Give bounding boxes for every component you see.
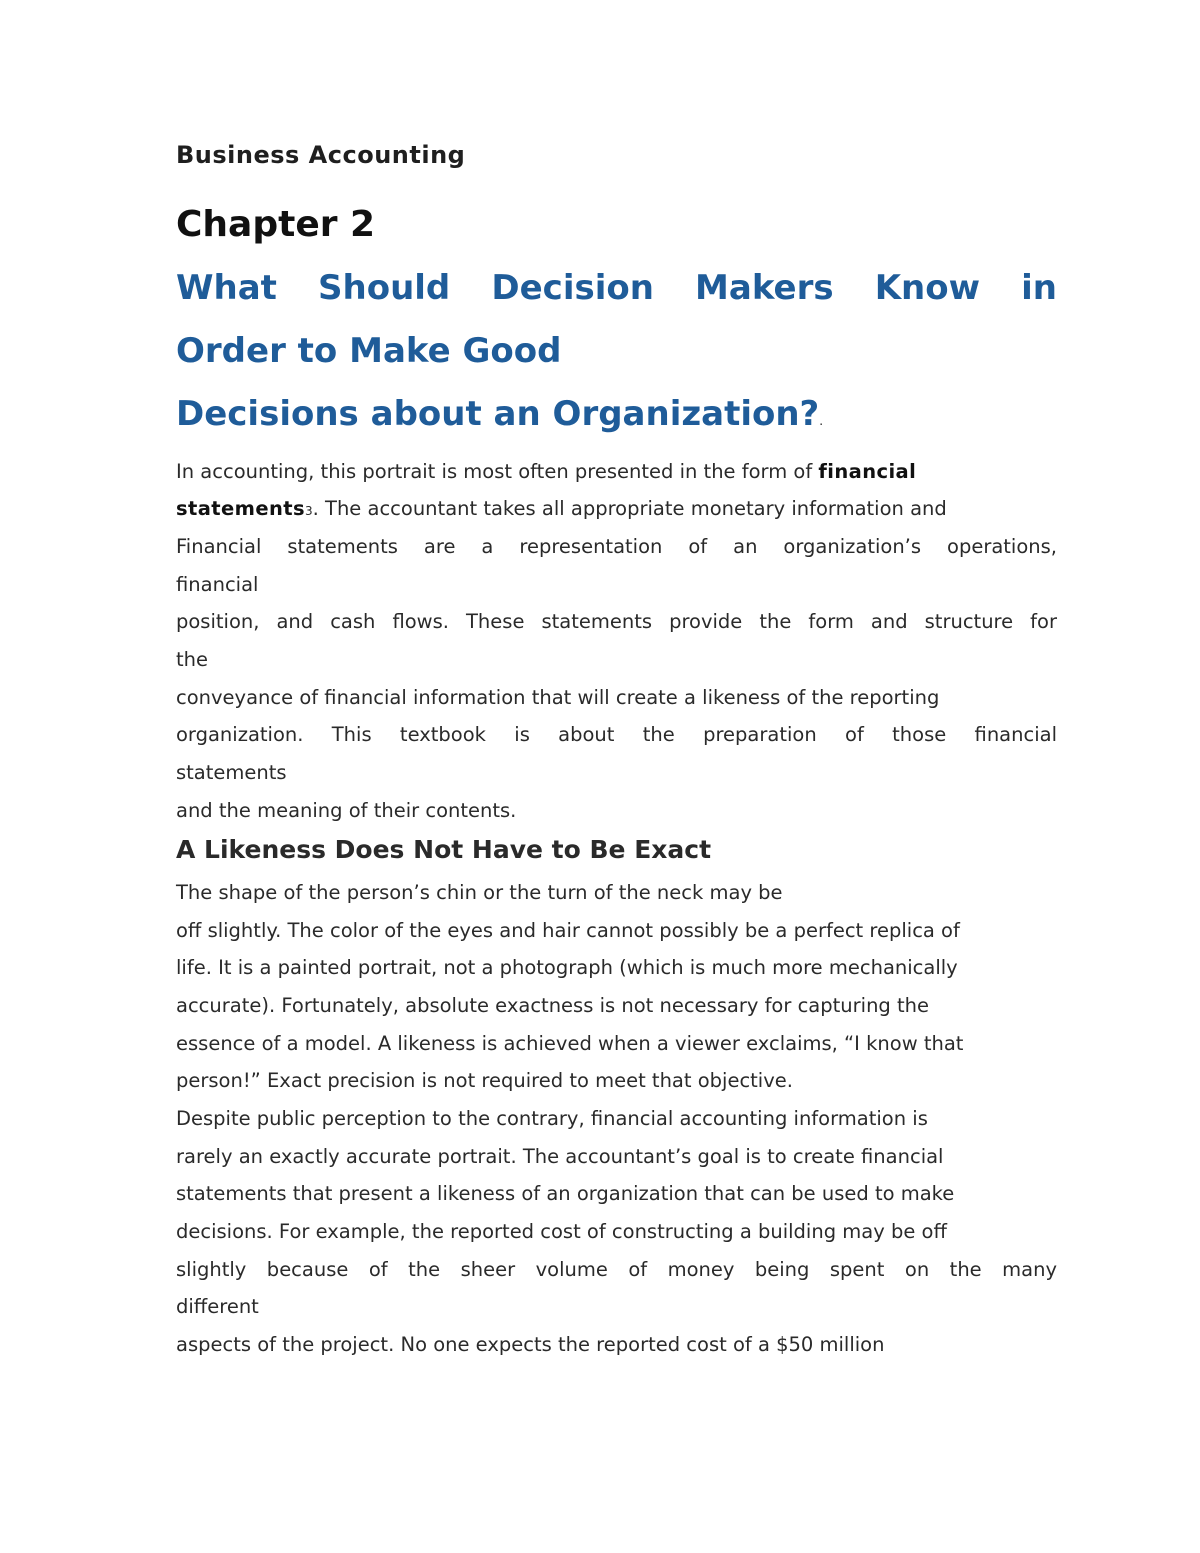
paragraph-2-line-3: life. It is a painted portrait, not a photograph (which is much more mechanically (176, 956, 958, 979)
paragraph-1-line-8: organization. This textbook is about the preparation of those financial (176, 723, 1057, 746)
paragraph-2-line-6: person!” Exact precision is not required to meet that objective. (176, 1069, 793, 1092)
question-heading-line-2: Order to Make Good (176, 331, 562, 371)
section-subheading: A Likeness Does Not Have to Be Exact (176, 835, 712, 864)
paragraph-2-line-4: accurate). Fortunately, absolute exactness is not necessary for capturing the (176, 994, 930, 1017)
paragraph-1-line-4: financial (176, 573, 259, 596)
paragraph-1-line-10: and the meaning of their contents. (176, 799, 517, 822)
paragraph-2-line-1: The shape of the person’s chin or the turn of the neck may be (176, 881, 783, 904)
question-heading-line-1: What Should Decision Makers Know in (176, 268, 1057, 308)
footnote-dot: . (819, 414, 824, 428)
footnote-number: 3 (305, 504, 313, 518)
question-heading-line-3 (176, 394, 823, 434)
paragraph-3-line-2: rarely an exactly accurate portrait. The accountant’s goal is to create financial (176, 1145, 944, 1168)
paragraph-1-line-3: Financial statements are a representation of an organization’s operations, (176, 535, 1057, 558)
paragraph-3-line-5: slightly because of the sheer volume of money being spent on the many (176, 1258, 1057, 1281)
paragraph-1-line-5: position, and cash flows. These statements provide the form and structure for (176, 610, 1057, 633)
question-heading-line-3-text: Decisions about an Organization? (176, 394, 820, 434)
bold-term-statements: statements (176, 497, 305, 520)
paragraph-1-line-6: the (176, 648, 209, 671)
document-label: Business Accounting (176, 141, 466, 169)
paragraph-1-line-7: conveyance of financial information that will create a likeness of the reporting (176, 686, 940, 709)
paragraph-1-line-2: statements3. The accountant takes all appropriate monetary information and (176, 497, 947, 520)
paragraph-3-line-6: different (176, 1295, 259, 1318)
paragraph-1-line-1: In accounting, this portrait is most often presented in the form of financial (176, 460, 917, 483)
paragraph-3-line-4: decisions. For example, the reported cost of constructing a building may be off (176, 1220, 947, 1243)
chapter-title: Chapter 2 (176, 204, 376, 245)
paragraph-3-line-1: Despite public perception to the contrary, financial accounting information is (176, 1107, 928, 1130)
bold-term-financial: financial (818, 460, 917, 483)
paragraph-3-line-3: statements that present a likeness of an organization that can be used to make (176, 1182, 955, 1205)
paragraph-2-line-5: essence of a model. A likeness is achieved when a viewer exclaims, “I know that (176, 1032, 964, 1055)
paragraph-3-line-7: aspects of the project. No one expects the reported cost of a $50 million (176, 1333, 885, 1356)
paragraph-1-line-9: statements (176, 761, 287, 784)
paragraph-2-line-2: off slightly. The color of the eyes and hair cannot possibly be a perfect replica of (176, 919, 960, 942)
